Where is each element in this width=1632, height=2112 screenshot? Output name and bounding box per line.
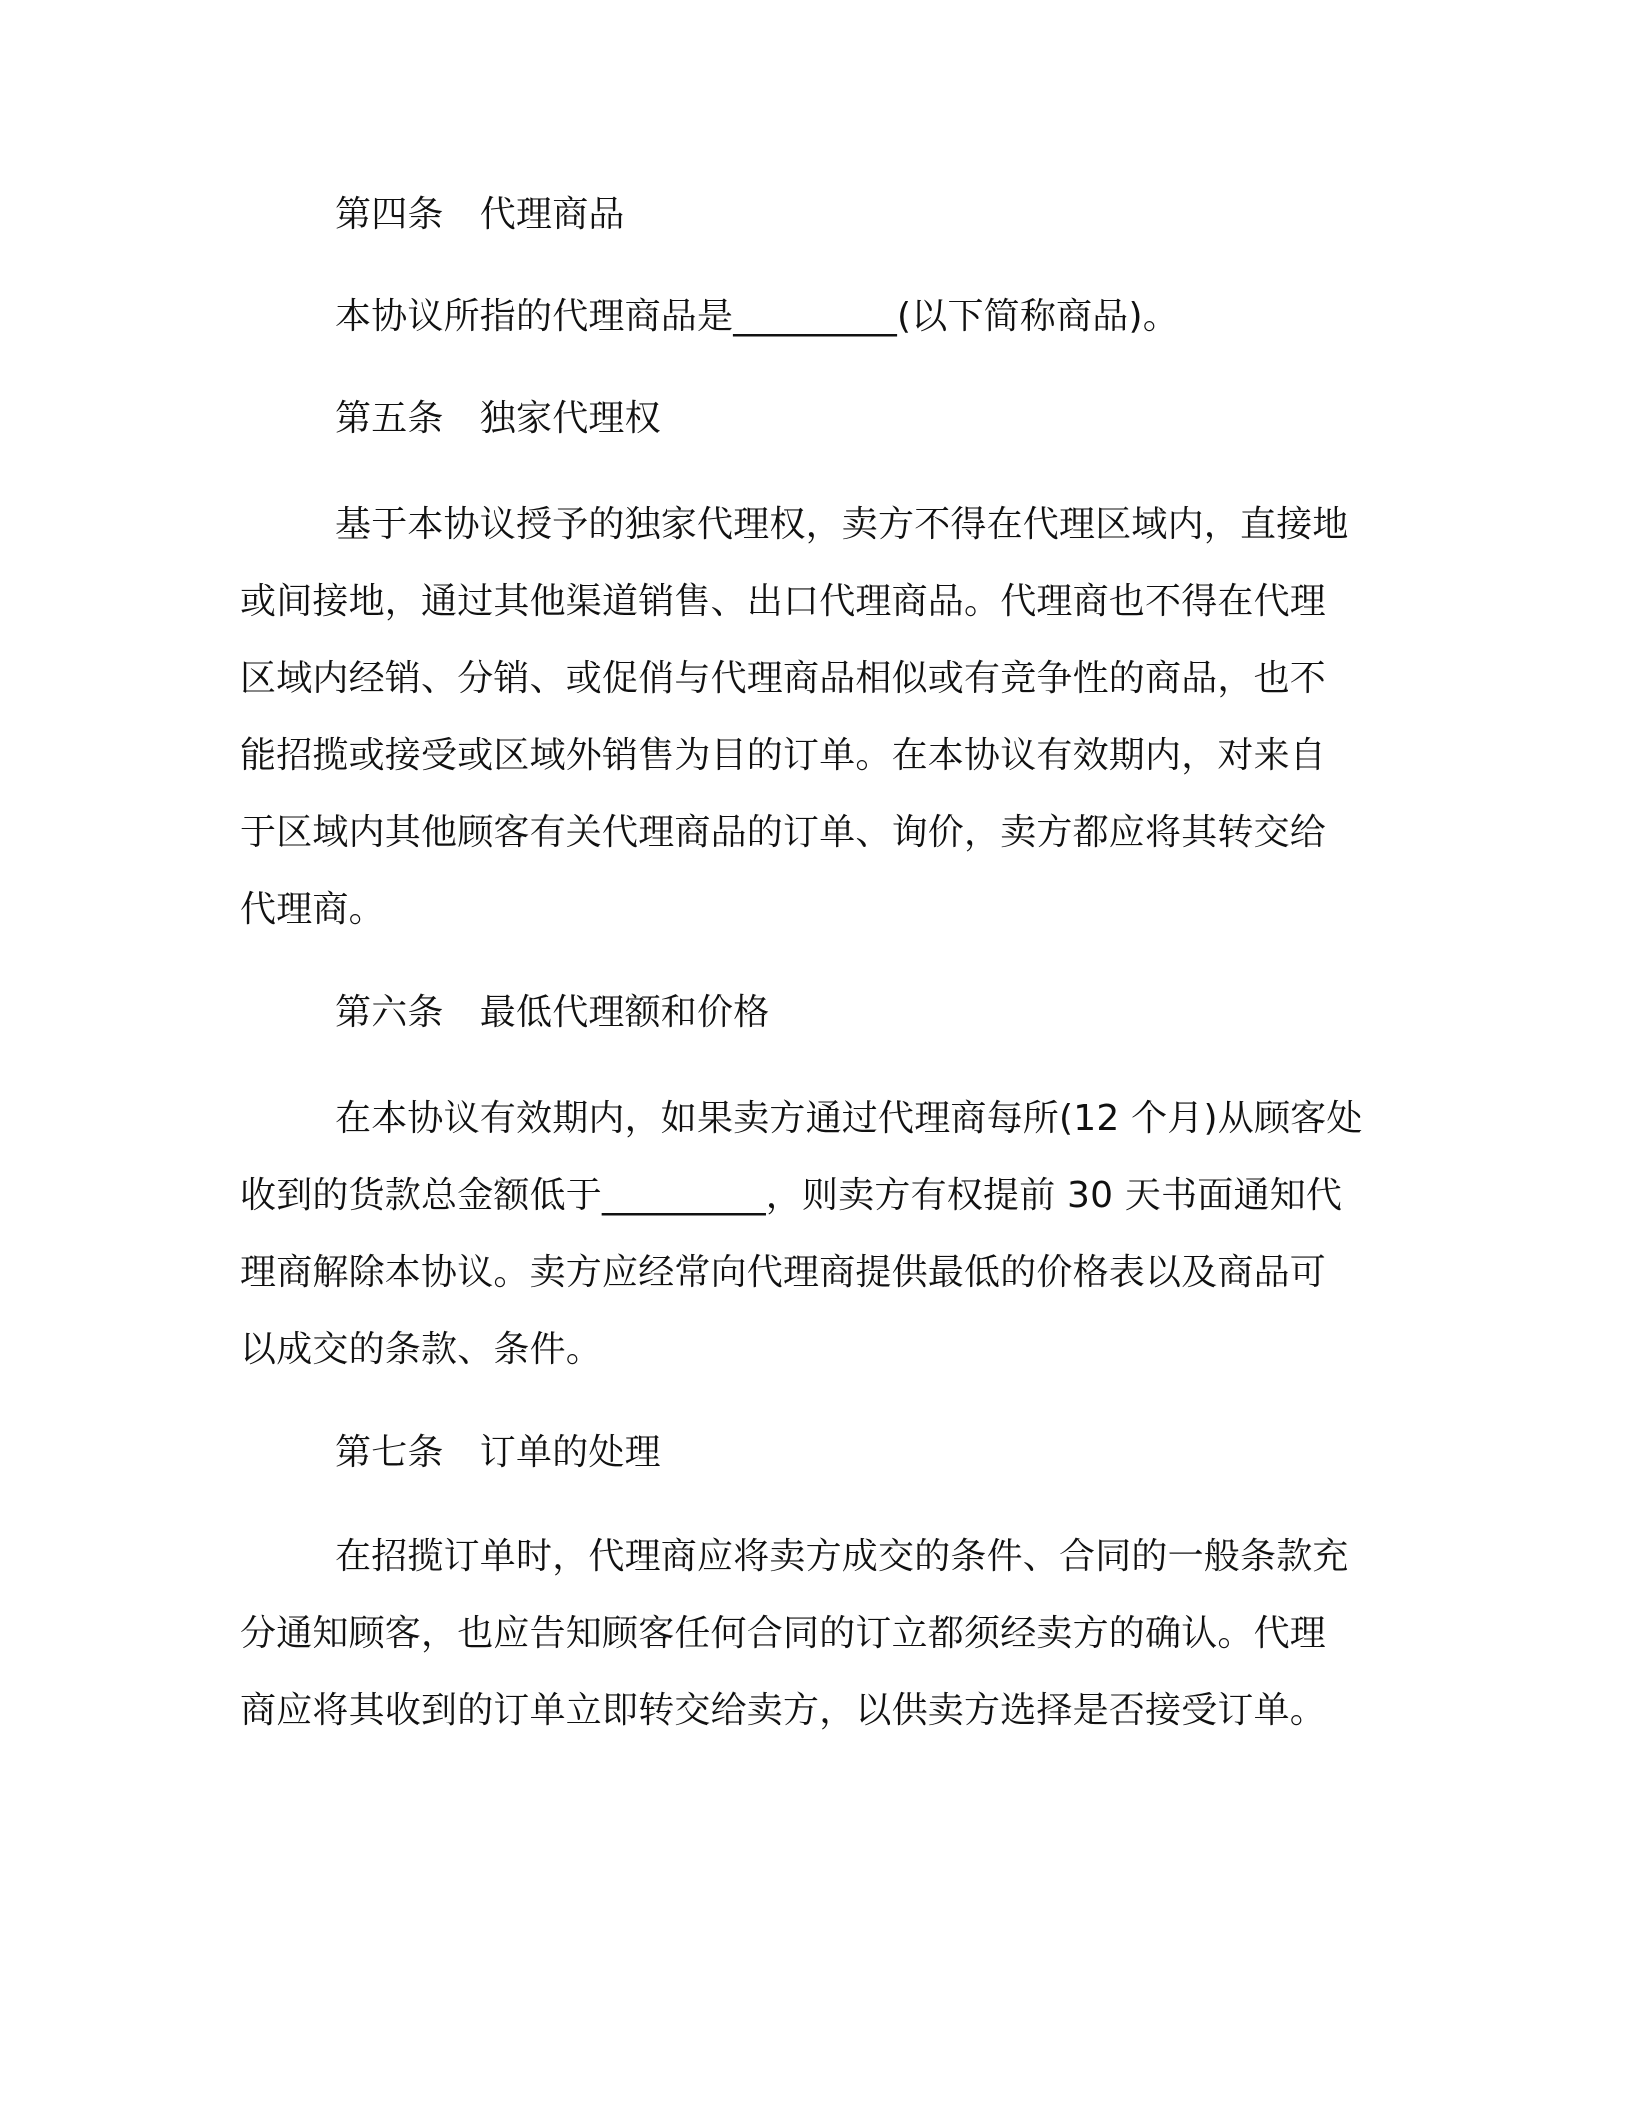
article-5-paragraph-line: 于区域内其他顾客有关代理商品的订单、询价，卖方都应将其转交给 [240, 812, 1327, 853]
article-4-heading: 第四条 代理商品 [335, 194, 625, 235]
article-5-heading: 第五条 独家代理权 [335, 398, 661, 439]
article-5-paragraph-line: 区域内经销、分销、或促俏与代理商品相似或有竞争性的商品，也不 [240, 658, 1327, 699]
article-6-paragraph-line: 理商解除本协议。卖方应经常向代理商提供最低的价格表以及商品可 [240, 1252, 1327, 1293]
article-6-paragraph-line: 在本协议有效期内，如果卖方通过代理商每所(12 个月)从顾客处 [335, 1098, 1363, 1139]
article-6-heading: 第六条 最低代理额和价格 [335, 992, 770, 1033]
article-7-paragraph-line: 商应将其收到的订单立即转交给卖方，以供卖方选择是否接受订单。 [240, 1690, 1327, 1731]
article-6-paragraph-line: 以成交的条款、条件。 [240, 1329, 603, 1370]
article-5-paragraph-line: 能招揽或接受或区域外销售为目的订单。在本协议有效期内，对来自 [240, 735, 1327, 776]
article-5-paragraph-line: 代理商。 [240, 889, 385, 930]
article-7-heading: 第七条 订单的处理 [335, 1432, 661, 1473]
article-6-paragraph-line: 收到的货款总金额低于_________，则卖方有权提前 30 天书面通知代 [240, 1175, 1343, 1216]
article-7-paragraph-line: 在招揽订单时，代理商应将卖方成交的条件、合同的一般条款充 [335, 1536, 1349, 1577]
article-5-paragraph-line: 或间接地，通过其他渠道销售、出口代理商品。代理商也不得在代理 [240, 581, 1327, 622]
article-7-paragraph-line: 分通知顾客，也应告知顾客任何合同的订立都须经卖方的确认。代理 [240, 1613, 1327, 1654]
article-5-paragraph-line: 基于本协议授予的独家代理权，卖方不得在代理区域内，直接地 [335, 504, 1349, 545]
article-4-paragraph-line: 本协议所指的代理商品是_________(以下简称商品)。 [335, 296, 1179, 337]
